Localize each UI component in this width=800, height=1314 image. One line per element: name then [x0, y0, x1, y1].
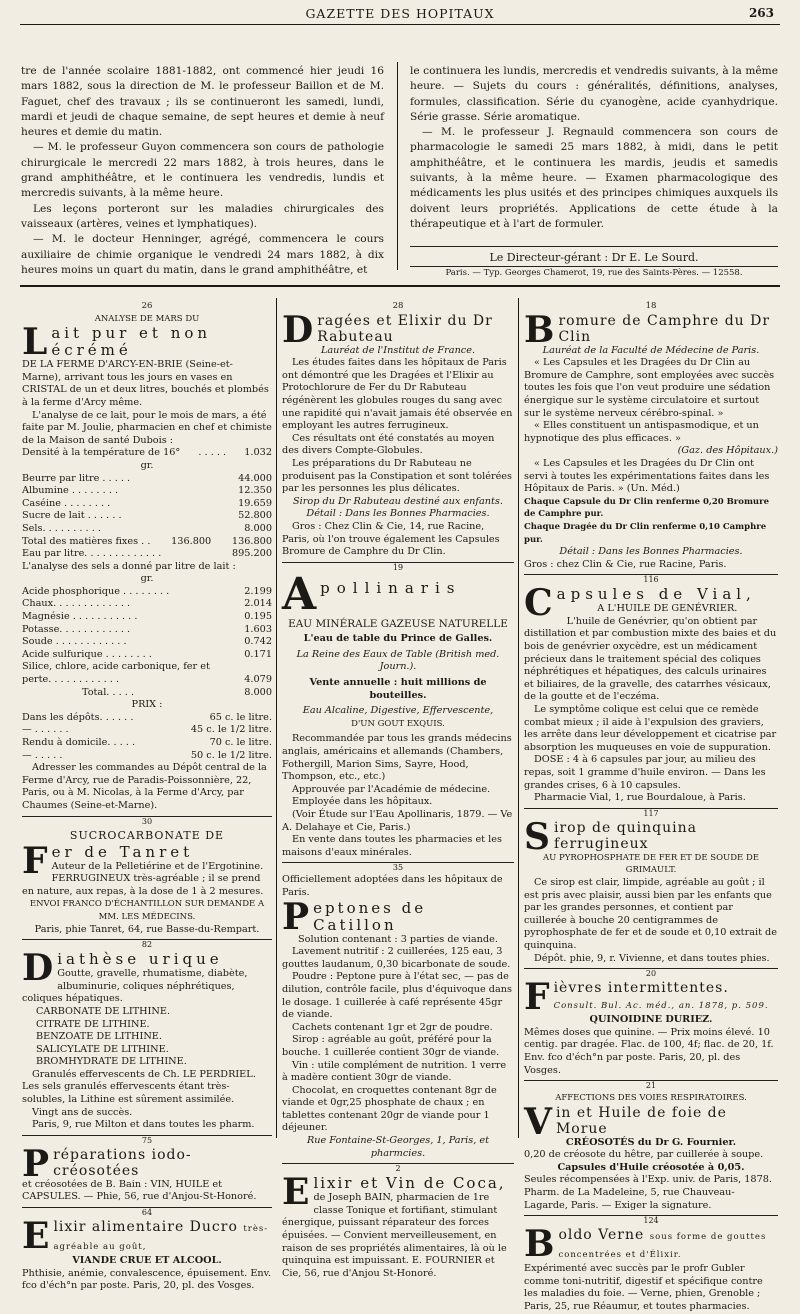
- ad-title: oldo Verne sous forme de gouttes concentrées et d'Élixir.: [558, 1227, 767, 1261]
- ad-fievres: [524, 976, 778, 1077]
- ads-divider: [518, 298, 519, 1138]
- ads-divider: [276, 298, 277, 1138]
- ad-text: Lavement nutritif : 2 cuillerées, 125 eau, 3 gouttes laudanum, 0,30 bicarbonate de soude.: [282, 946, 511, 970]
- data-row: Beurre par litre . . . . . 44.000: [22, 472, 272, 484]
- drop-cap: D: [22, 947, 54, 990]
- ad-text: (Voir Étude sur l'Eau Apollinaris, 1879. — Ve A. Delahaye et Cie, Paris.): [282, 809, 513, 833]
- ad-text: DOSE : 4 à 6 capsules par jour, au milieu des repas, soit 1 gramme d'huile environ. — Dans les grandes crises, 6 à 10 capsules.: [524, 754, 766, 791]
- ad-text: Seules récompensées à l'Exp. univ. de Paris, 1878. Pharm. de La Madeleine, 5, rue Chauveau-Lagarde, Paris. — Exiger la signature.: [524, 1174, 772, 1211]
- ad-text: Dépôt. phie, 9, r. Vivienne, et dans toutes phies.: [534, 952, 770, 964]
- ad-diathese: [22, 947, 272, 1132]
- news-para: — M. le professeur J. Regnauld commencera son cours de pharmacologie le samedi 25 mars 1882, à midi, dans le petit amphithéâtre, et le continuera les mardis, jeudis et samedis suivants, à la même heure. — Examen pharmacologique des médicaments les plus usités et des principes chimiques auxquels ils doivent leurs propriétés. Applications de cette étude à la thérapeutique et à l'art de formuler.: [410, 126, 778, 230]
- price-row: Rendu à domicile. . . . . 70 c. le litre.: [22, 737, 272, 748]
- ad-title: ièvres intermittentes. Consult. Bul. Ac. méd., an. 1878, p. 509.: [553, 980, 769, 1012]
- page-number: 263: [748, 6, 774, 20]
- ad-text: L'analyse de ce lait, pour le mois de mars, a été faite par M. Joulie, pharmacien en chef et chimiste de la Maison de santé Dubois :: [22, 409, 272, 446]
- ad-text: Phthisie, anémie, convalescence, épuisement. Env. fco d'éch°n par poste. Paris, 20, pl. des Vosges.: [22, 1267, 272, 1292]
- ad-number: 116: [524, 574, 778, 584]
- ad-text: Gros : chez Clin & Cie, rue Racine, Paris.: [524, 558, 727, 570]
- ad-elixir-ducro: [22, 1215, 272, 1293]
- data-row: Silice, chlore, acide carbonique, fer et perte. . . . . . . . . . . . 4.079: [22, 661, 272, 686]
- news-para: le continuera les lundis, mercredis et vendredis suivants, à la même heure. — Sujets du cours : généralités, définitions, analyses, formules, classification. Série du cyanogène, acide cyanhydrique. Série grasse. Série aromatique.: [410, 65, 778, 123]
- ad-fer: [22, 839, 272, 937]
- ad-lait: [22, 321, 272, 812]
- ad-text: Granulés effervescents de Ch. LE PERDRIEL. Les sels granulés effervescents étant très-solubles, la Lithine est sûrement assimilée.: [22, 1068, 256, 1106]
- journal-title: GAZETTE DES HOPITAUX: [305, 6, 495, 21]
- drop-cap: S: [524, 815, 550, 858]
- data-row: Eau par litre. . . . . . . . . . . . . 895.200: [22, 548, 272, 560]
- ad-number: 64: [22, 1207, 272, 1217]
- news-para: — M. le professeur Guyon commencera son cours de pathologie chirurgicale le mercredi 22 mars 1882, à trois heures, dans le grand amphithéâtre, et le continuera les vendredis, lundis et mercredis suivants, à la même heure.: [21, 141, 384, 200]
- ad-text: Ces résultats ont été constatés au moyen des divers Compte-Globules.: [282, 432, 495, 457]
- ad-title: ragées et Elixir du Dr Rabuteau: [317, 312, 493, 345]
- drop-cap: E: [22, 1215, 50, 1258]
- ad-text: Goutte, gravelle, rhumatisme, diabète, albuminurie, coliques néphrétiques, coliques hépatiques.: [22, 968, 248, 1005]
- data-row: Albumine . . . . . . . . 12.350: [22, 485, 272, 497]
- data-row: Sucre de lait . . . . . . 52.800: [22, 510, 272, 522]
- drop-cap: P: [282, 895, 310, 938]
- unit: gr.: [140, 573, 154, 585]
- total-row: Total des matières fixes . . 136.800 136.800: [22, 535, 272, 547]
- data-row: Acide sulfurique . . . . . . . . 0.171: [22, 648, 272, 660]
- ad-title: er de Tanret: [51, 842, 194, 861]
- ad-number: 20: [524, 968, 778, 978]
- header-rule: [20, 24, 780, 25]
- ad-text: Eau Alcaline, Digestive, Effervescente,: [302, 705, 494, 717]
- ad-heading: SUCROCARBONATE DE: [69, 828, 225, 842]
- ad-text: Vin : utile complément de nutrition. 1 verre à madère contient 30gr de viande.: [282, 1059, 507, 1084]
- ad-text: Chaque Dragée du Dr Clin renferme 0,10 Camphre pur.: [524, 521, 767, 545]
- ad-text: Mêmes doses que quinine. — Prix moins élevé. 10 centig. par dragée. Flac. de 100, 4f; flac. de 20, 1f. Env. fco d'éch°n par poste. Paris, 20, pl. des Vosges.: [524, 1026, 774, 1076]
- ad-text: DE LA FERME D'ARCY-EN-BRIE (Seine-et-Marne), arrivant tous les jours en vases en CRISTAL de un et deux litres, bouchés et plombés à la ferme d'Arcy même.: [22, 359, 269, 408]
- drop-cap: E: [282, 1171, 310, 1214]
- ad-number: 2: [282, 1163, 514, 1173]
- total-row: Total. . . . . 8.000: [82, 686, 272, 698]
- ad-number: 117: [524, 808, 778, 818]
- ad-text: Vente annuelle : huit millions de bouteilles.: [309, 677, 487, 701]
- data-row: Sels. . . . . . . . . . 8.000: [22, 522, 272, 534]
- unit: gr.: [140, 459, 154, 471]
- ad-peptones: [282, 874, 514, 1160]
- column-divider: [397, 62, 398, 270]
- analysis-rows: [22, 473, 272, 536]
- ad-text: Sirop : agréable au goût, préféré pour la bouche. 1 cuillerée contient 30gr de viande.: [282, 1034, 500, 1058]
- ad-bromure: [524, 308, 778, 572]
- ad-title: apsules de Vial,: [556, 585, 756, 604]
- ad-text: 0,20 de créosote du hêtre, par cuillerée à soupe.: [524, 1149, 764, 1161]
- ads-top-rule: [20, 285, 780, 287]
- news-left: [21, 64, 384, 278]
- ad-address: Paris, phie Tanret, 64, rue Basse-du-Rempart.: [34, 923, 260, 935]
- ad-number: 18: [645, 301, 657, 311]
- gerant: Le Directeur-gérant : Dr E. Le Sourd.: [489, 251, 699, 264]
- ad-text: En vente dans toutes les pharmacies et les maisons d'eaux minérales.: [282, 834, 502, 858]
- ad-text: Détail : Dans les Bonnes Pharmacies.: [559, 546, 743, 558]
- ad-text: Auteur de la Pelletiérine et de l'Ergotinine. FERRUGINEUX très-agréable ; il se prend en nature, aux repas, à la dose de 1 à 2 mesures.: [22, 860, 264, 897]
- ad-heading: ANALYSE DE MARS DU: [94, 313, 200, 324]
- ad-title: irop de quinquina ferrugineux: [554, 819, 697, 852]
- ad-address: Rue Fontaine-St-Georges, 1, Paris, et pharmcies.: [306, 1135, 490, 1159]
- ad-title: iathèse urique: [57, 950, 223, 969]
- lithine-list: CARBONATE DE LITHINE. CITRATE DE LITHINE. BENZOATE DE LITHINE. SALICYLATE DE LITHINE. BROMHYDRATE DE LITHINE.: [36, 1005, 187, 1068]
- drop-cap: F: [524, 976, 550, 1019]
- ads-column-3: [524, 300, 778, 1314]
- ad-text: Poudre : Peptone pure à l'état sec, — pas de dilution, contrôle facile, plus d'équivoque dans le dosage. 1 cuillerée à café représente 45gr de viande.: [282, 971, 512, 1021]
- drop-cap: L: [22, 321, 48, 364]
- ad-title: lixir alimentaire Ducro très-agréable au goût,: [53, 1219, 269, 1253]
- ad-text: de Joseph BAIN, pharmacien de 1re classe Tonique et fortifiant, stimulant énergique, puissant réparateur des forces épuisées. — Convient merveilleusement, en raison de ses propriétés alimentaires, là où le quinquina est impuissant. E. FOURNIER et Cie, 56, rue d'Anjou St-Honoré.: [282, 1192, 507, 1279]
- ad-number: 21: [524, 1080, 778, 1090]
- ad-subtitle: EAU MINÉRALE GAZEUSE NATURELLE: [288, 617, 508, 630]
- ad-subtitle: VIANDE CRUE ET ALCOOL.: [72, 1255, 222, 1267]
- ad-text: L'huile de Genévrier, qu'on obtient par distillation et par combustion mixte des baies et du bois de genévrier oxycèdre, est un médicament précieux dans le traitement spécial des coliques néphrétiques et hépatiques, des calculs urinaires et biliaires, de la gravelle, des catarrhes vésicaux, de la goutte et de l'eczéma.: [524, 615, 777, 703]
- drop-cap: V: [524, 1100, 552, 1143]
- ad-number: 26: [141, 301, 153, 311]
- ad-text: « Elles constituent un antispasmodique, et un hypnotique des plus efficaces. »: [524, 420, 759, 444]
- ads-column-2: [282, 300, 514, 1280]
- ad-text: Les préparations du Dr Rabuteau ne produisent pas la Constipation et sont tolérées par les personnes les plus délicates.: [282, 457, 513, 495]
- ad-subtitle: Lauréat de la Faculté de Médecine de Paris.: [542, 344, 760, 356]
- ad-subtitle: Lauréat de l'Institut de France.: [320, 344, 476, 356]
- ad-sirop: [524, 815, 778, 965]
- ad-text: Recommandée par tous les grands médecins anglais, américains et allemands (Chambers, Fothergill, Marion Sims, Sayre, Hood, Thompson, etc., etc.): [282, 733, 512, 783]
- ad-number: 30: [22, 816, 272, 826]
- ad-number: 19: [282, 562, 514, 572]
- ad-subtitle: AU PYROPHOSPHATE DE FER ET DE SOUDE DE GRIMAULT.: [543, 852, 759, 876]
- ad-text: Officiellement adoptées dans les hôpitaux de Paris.: [282, 874, 503, 898]
- prix-heading: PRIX :: [131, 699, 163, 711]
- ad-title: réparations iodo-créosotées: [53, 1146, 192, 1179]
- ad-number: 124: [524, 1215, 778, 1225]
- ad-text: Sirop du Dr Rabuteau destiné aux enfants.: [293, 495, 503, 507]
- ad-text: (Gaz. des Hôpitaux.): [677, 445, 778, 457]
- ad-text: et créosotées de B. Bain : VIN, HUILE et CAPSULES. — Phie, 56, rue d'Anjou-St-Honoré.: [22, 1178, 257, 1203]
- ad-text: Chaque Capsule du Dr Clin renferme 0,20 Bromure de Camphre pur.: [524, 496, 769, 520]
- ad-boldo: [524, 1223, 778, 1313]
- ad-number: 75: [22, 1135, 272, 1145]
- ad-title: pollinaris: [320, 578, 462, 597]
- drop-cap: P: [22, 1142, 50, 1185]
- ad-text: L'eau de table du Prince de Galles.: [303, 633, 493, 645]
- drop-cap: A: [282, 568, 317, 620]
- ad-text: Détail : Dans les Bonnes Pharmacies.: [306, 508, 490, 520]
- ad-text: Capsules d'Huile créosotée à 0,05.: [557, 1161, 745, 1173]
- ad-capsules-vial: [524, 582, 778, 805]
- drop-cap: C: [524, 582, 553, 625]
- ad-text: Cachets contenant 1gr et 2gr de poudre.: [292, 1021, 493, 1033]
- printer: Paris. — Typ. Georges Chamerot, 19, rue des Saints-Pères. — 12558.: [445, 268, 743, 278]
- ad-text: Pharmacie Vial, 1, rue Bourdaloue, à Paris.: [534, 792, 746, 804]
- news-para: — M. le docteur Henninger, agrégé, commencera le cours auxiliaire de chimie organique le vendredi 24 mars 1882, à dix heures moins un quart du matin, dans le grand amphithéâtre, et: [21, 233, 384, 276]
- ad-text: Chocolat, en croquettes contenant 8gr de viande et 0gr,25 phosphate de chaux ; en tablettes contenant 20gr de viande pour 1 déjeuner.: [282, 1084, 497, 1134]
- drop-cap: B: [524, 1223, 555, 1266]
- ad-text: Paris, 9, rue Milton et dans toutes les pharm.: [32, 1119, 255, 1131]
- ad-title: ait pur et non écrémé: [51, 324, 212, 360]
- ad-title: lixir et Vin de Coca,: [313, 1174, 506, 1193]
- data-row: Soude . . . . . . . . . . . . 0.742: [22, 636, 272, 648]
- ad-subtitle: QUINOIDINE DURIEZ.: [589, 1014, 713, 1026]
- news-right: [410, 64, 778, 232]
- ad-title: in et Huile de foie de Morue: [555, 1104, 727, 1137]
- ad-text: L'analyse des sels a donné par litre de lait :: [22, 560, 236, 572]
- ad-text: Gros : Chez Clin & Cie, 14, rue Racine, Paris, où l'on trouve également les Capsules Bromure de Camphre du Dr Clin.: [282, 520, 500, 558]
- ad-text: Adresser les commandes au Dépôt central de la Ferme d'Arcy, rue de Paradis-Poissonnière, 22, Paris, ou à M. Nicolas, à la Ferme d'Arcy, par Chaumes (Seine-et-Marne).: [22, 762, 267, 811]
- price-row: — . . . . . . 45 c. le 1/2 litre.: [22, 724, 272, 736]
- drop-cap: D: [282, 308, 314, 351]
- ad-apollinaris: [282, 568, 514, 860]
- ad-text: Les études faites dans les hôpitaux de Paris ont démontré que les Dragées et l'Elixir au Protochlorure de Fer du Dr Rabuteau régénèrent les globules rouges du sang avec une rapidité qui n'avait jamais été observée en employant les autres ferrugineux.: [282, 357, 513, 432]
- ad-subtitle: CRÉOSOTÉS du Dr G. Fournier.: [565, 1136, 737, 1148]
- ad-text: Approuvée par l'Académie de médecine.: [292, 783, 491, 795]
- ad-preparations: [22, 1142, 272, 1204]
- ad-coca: [282, 1171, 514, 1280]
- news-para: tre de l'année scolaire 1881-1882, ont commencé hier jeudi 16 mars 1882, sous la direction de M. le professeur Baillon et de M. Faguet, chef des travaux ; ils se continueront les samedi, lundi, mardi et jeudi de chaque semaine, de sept heures et demie à neuf heures et demie du matin.: [21, 65, 384, 139]
- ad-text: ENVOI FRANCO D'ÉCHANTILLON SUR DEMANDE A MM. LES MÉDECINS.: [29, 899, 265, 922]
- ad-vin-huile: [524, 1100, 778, 1213]
- data-row: Densité à la température de 16° . . . . . 1.032: [22, 447, 272, 459]
- ad-text: Le symptôme colique est celui que ce remède combat mieux ; il aide à l'expulsion des graviers, les arrête dans leur développement et cicatrise par absorption les muqueuses en voie de suppuration.: [524, 704, 777, 753]
- ad-text: Expérimenté avec succès par le profr Gubler comme toni-nutritif, digestif et spécifique contre les maladies du foie. — Verne, phien, Grenoble ; Paris, 25, rue Réaumur, et toutes pharmacies.: [524, 1263, 763, 1313]
- ad-number: 82: [22, 939, 272, 949]
- printer-line: [410, 266, 778, 278]
- ad-text: Ce sirop est clair, limpide, agréable au goût ; il est pris avec plaisir, aussi bien par les enfants que par les grandes personnes, et contient par cuillerée à bouche 20 centigrammes de pyrophosphate de fer et de soude et 0,10 extrait de quinquina.: [524, 876, 777, 951]
- ads-column-1: [22, 300, 272, 1293]
- ad-text: Solution contenant : 3 parties de viande.: [298, 933, 498, 945]
- data-row: Caséine . . . . . . . . 19.659: [22, 497, 272, 509]
- price-row: Dans les dépôts. . . . . . 65 c. le litre.: [22, 711, 272, 723]
- page-header: [20, 4, 780, 22]
- drop-cap: F: [22, 839, 48, 882]
- ad-number: 28: [392, 301, 404, 311]
- ad-text: Vingt ans de succès.: [32, 1106, 133, 1118]
- news-para: Les leçons porteront sur les maladies chirurgicales des vaisseaux (artères, veines et lymphatiques).: [21, 202, 384, 230]
- ad-text: La Reine des Eaux de Table (British med. Journ.).: [296, 648, 500, 673]
- ad-number: 35: [282, 862, 514, 872]
- data-row: Potasse. . . . . . . . . . . . 1.603: [22, 623, 272, 635]
- ad-title: eptones de Catillon: [313, 898, 427, 934]
- ad-dragees: [282, 308, 514, 559]
- ad-text: Employée dans les hôpitaux.: [292, 796, 433, 808]
- ad-heading: AFFECTIONS DES VOIES RESPIRATOIRES.: [555, 1093, 747, 1104]
- ad-title: romure de Camphre du Dr Clin: [558, 312, 771, 345]
- price-row: — . . . . . 50 c. le 1/2 litre.: [22, 749, 272, 761]
- drop-cap: B: [524, 308, 555, 351]
- data-row: Magnésie . . . . . . . . . . . 0.195: [22, 611, 272, 623]
- ad-text: « Les Capsules et les Dragées du Dr Clin ont servi à toutes les expérimentations faites dans les Hôpitaux de Paris. » (Un. Méd.): [524, 457, 770, 495]
- data-row: Chaux. . . . . . . . . . . . . 2.014: [22, 598, 272, 610]
- ad-text: « Les Capsules et les Dragées du Dr Clin au Bromure de Camphre, sont employées avec succès toutes les fois que l'on veut produire une sédation énergique sur le système circulatoire et surtout sur le système nerveux cérébro-spinal. »: [524, 357, 775, 419]
- ad-subtitle: A L'HUILE DE GENÉVRIER.: [597, 603, 738, 615]
- gerant-line: [410, 246, 778, 264]
- ad-text: D'UN GOUT EXQUIS.: [351, 718, 445, 729]
- data-row: Acide phosphorique . . . . . . . . 2.199: [22, 585, 272, 597]
